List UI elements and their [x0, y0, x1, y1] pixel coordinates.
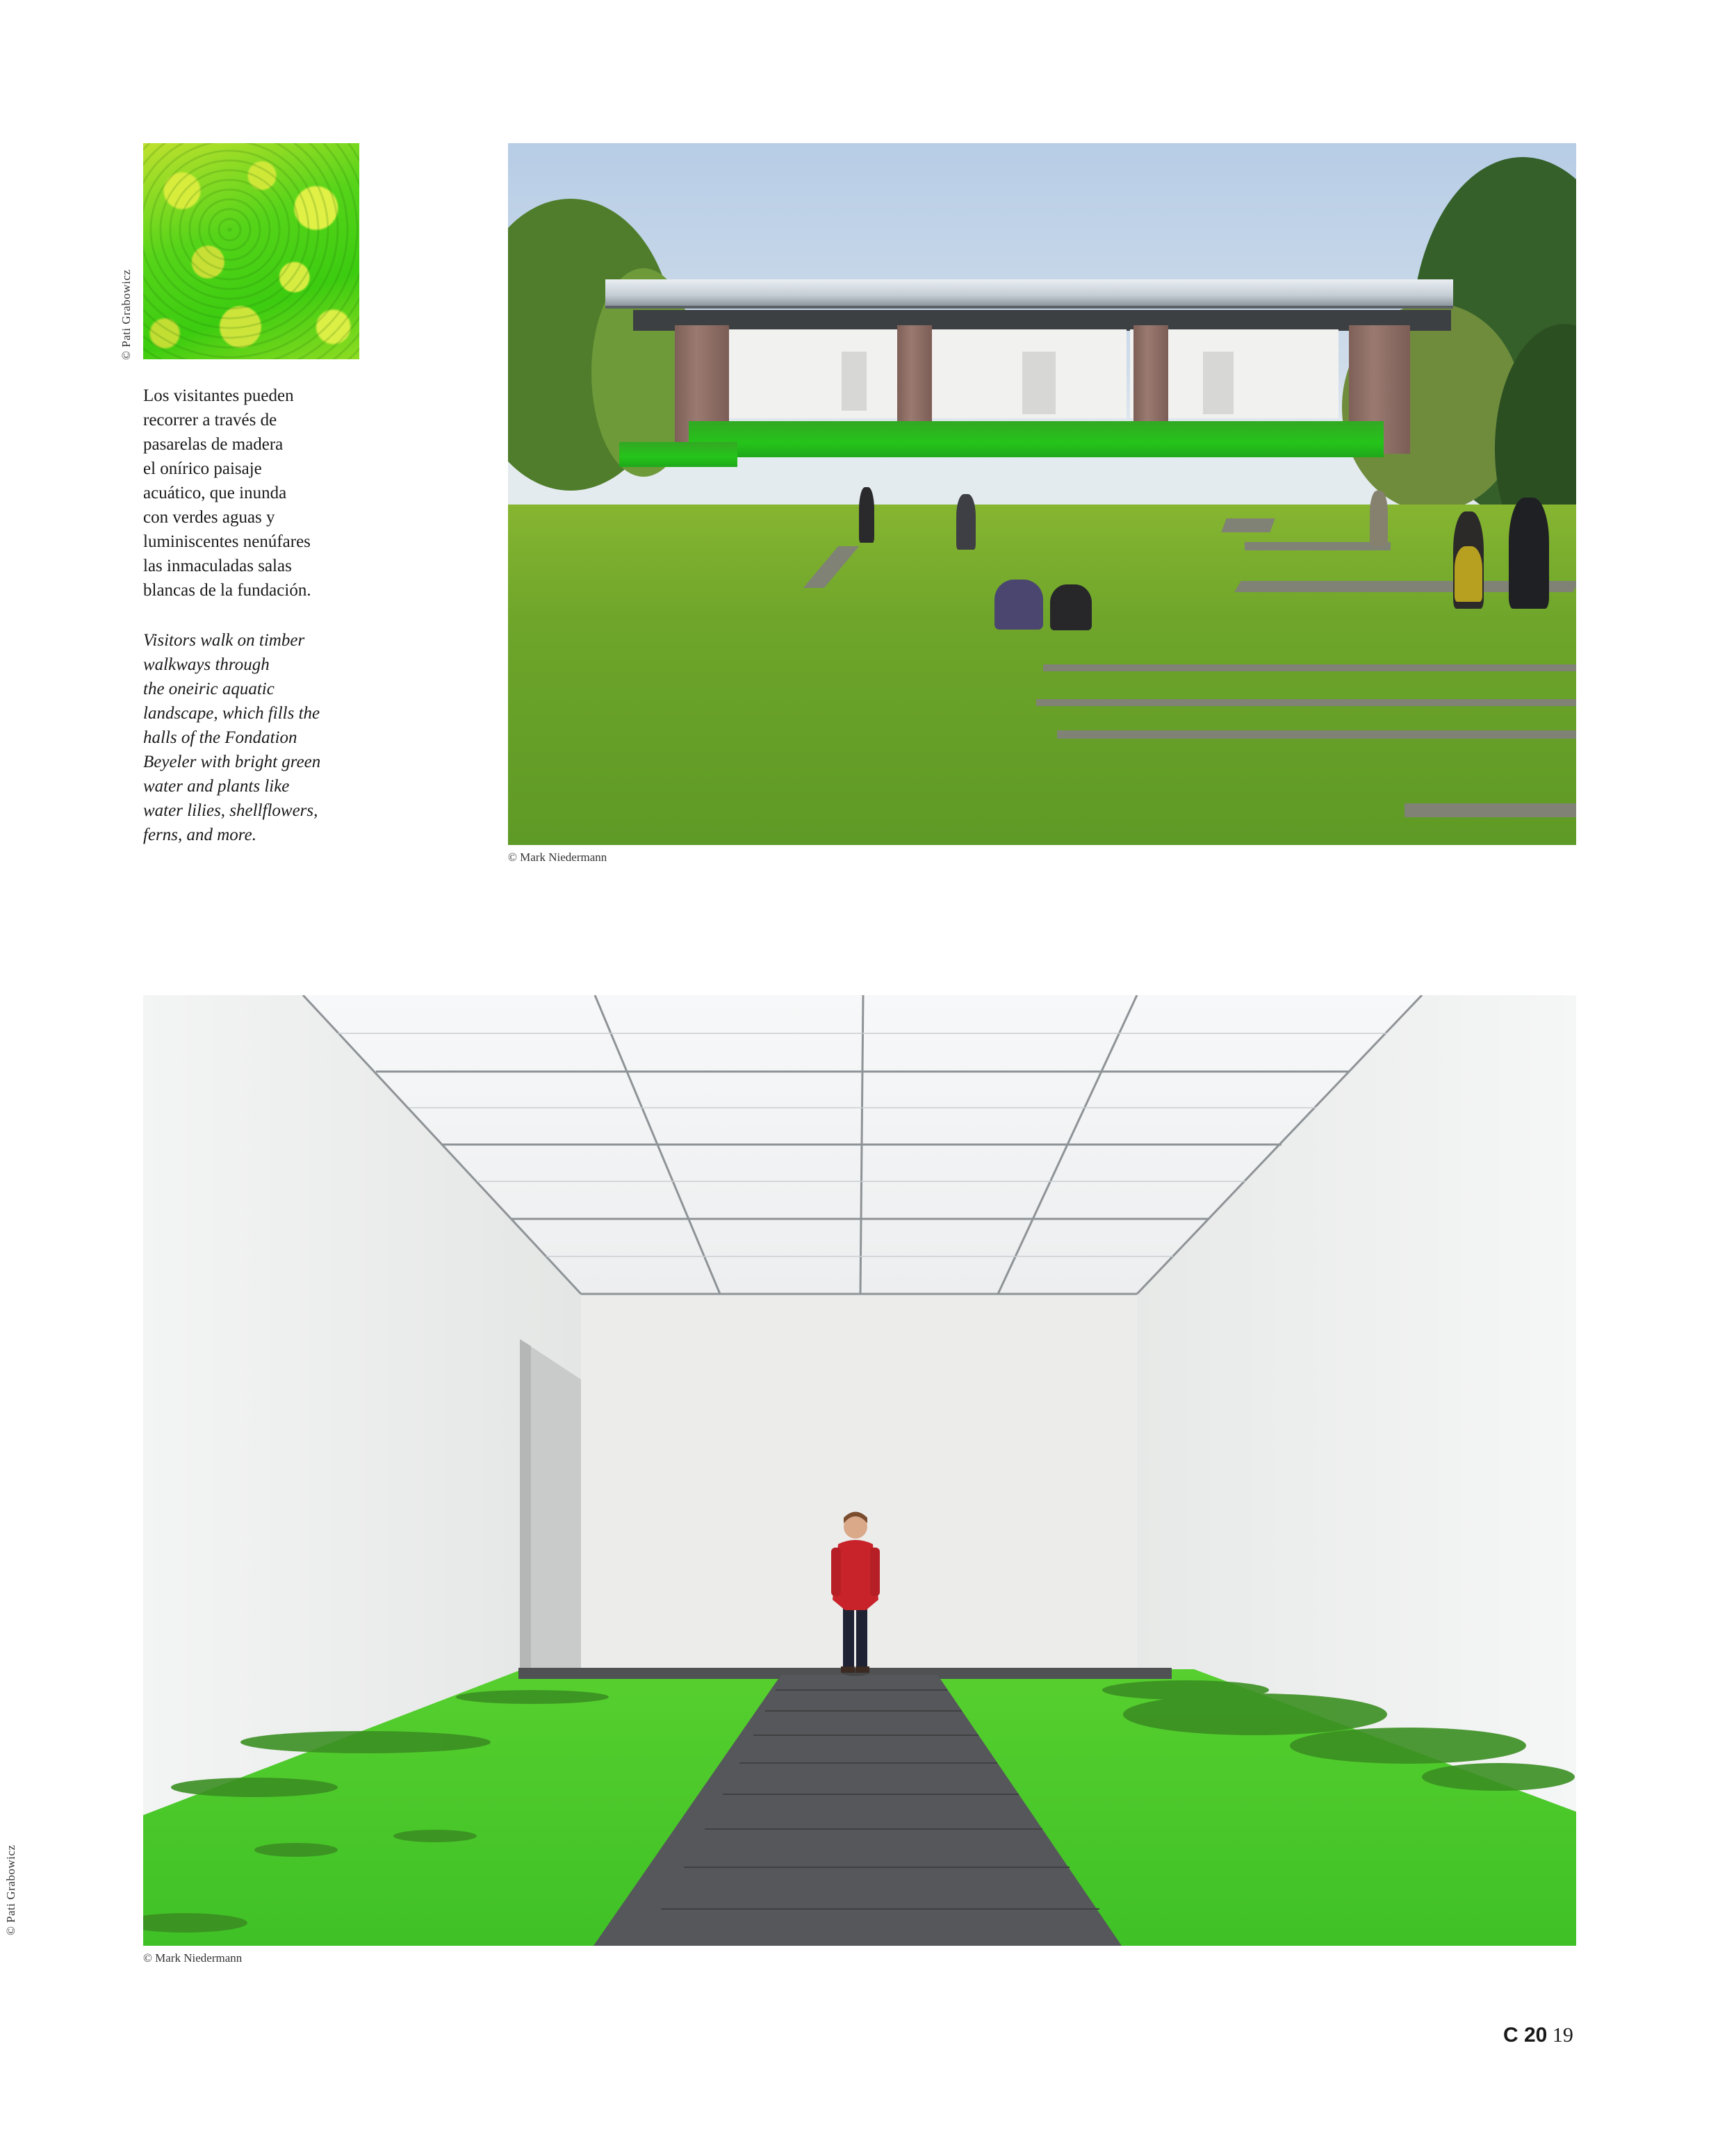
caption-spanish	[143, 384, 372, 602]
caption-line: pasarelas de madera	[143, 435, 284, 454]
caption-line: blancas de la fundación.	[143, 581, 311, 600]
caption-line: el onírico paisaje	[143, 459, 262, 478]
caption-line: Visitors walk on timber	[143, 631, 305, 650]
gallery-water-photo	[143, 995, 1576, 1946]
caption-line: halls of the Fondation	[143, 728, 297, 747]
caption-line: ferns, and more.	[143, 826, 256, 844]
thumbnail-credit: © Pati Grabowicz	[120, 269, 133, 360]
aquatic-plants-thumbnail	[143, 143, 359, 359]
caption-line: the oneiric aquatic	[143, 680, 275, 698]
caption-line: con verdes aguas y	[143, 508, 275, 527]
page-number: 19	[1552, 2024, 1573, 2047]
page-folio	[1503, 2024, 1573, 2047]
caption-line: water lilies, shellflowers,	[143, 801, 318, 820]
magazine-name: C 20	[1503, 2024, 1548, 2047]
pavilion-garden-photo	[508, 143, 1576, 845]
caption-line: Los visitantes pueden	[143, 386, 294, 405]
caption-line: las inmaculadas salas	[143, 557, 292, 575]
gallery-scene	[143, 995, 1576, 1946]
caption-line: Beyeler with bright green	[143, 753, 321, 771]
caption-line: recorrer a través de	[143, 411, 277, 429]
caption-line: water and plants like	[143, 777, 290, 796]
caption-line: landscape, which fills the	[143, 704, 320, 723]
bottom-photo-credit: © Mark Niedermann	[143, 1951, 243, 1965]
side-credit: © Pati Grabowicz	[4, 1844, 17, 1935]
top-photo-credit: © Mark Niedermann	[508, 851, 607, 864]
caption-line: walkways through	[143, 655, 270, 674]
caption-english	[143, 628, 372, 847]
caption-line: luminiscentes nenúfares	[143, 532, 311, 551]
caption-line: acuático, que inunda	[143, 484, 287, 502]
